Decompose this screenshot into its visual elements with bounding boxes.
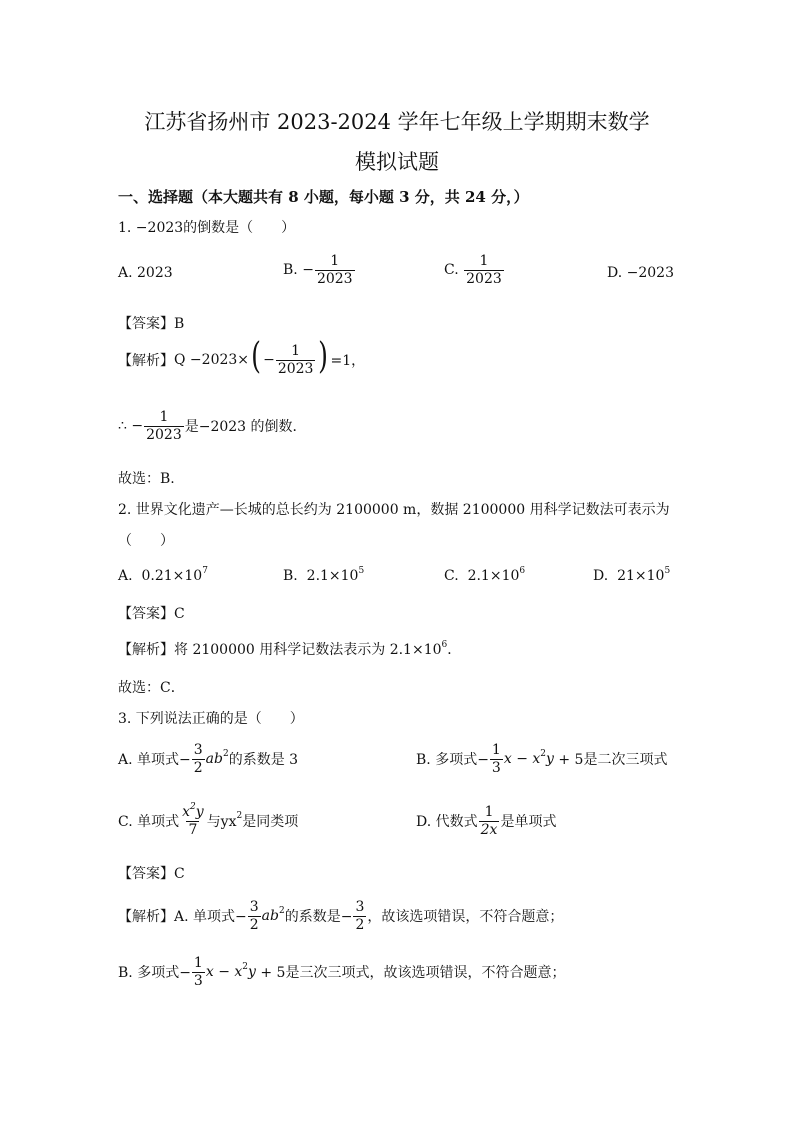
q1-stem: 1. −2023的倒数是（ ） bbox=[118, 220, 296, 236]
q3-option-b-var: y bbox=[546, 751, 554, 768]
document-title-line1: 江苏省扬州市 2023-2024 学年七年级上学期期末数学 bbox=[144, 110, 650, 134]
q2-option-a bbox=[118, 568, 208, 584]
q3-exp-b-den: 3 bbox=[193, 972, 203, 989]
q1-exp-num: 1 bbox=[291, 343, 301, 359]
q2-option-c-label: C. bbox=[444, 568, 459, 584]
q3-option-c-pre: C. 单项式 bbox=[118, 814, 180, 831]
q1-option-c-fraction bbox=[464, 254, 504, 286]
q1-answer: 【答案】B bbox=[118, 316, 185, 332]
q1-option-b-den: 2023 bbox=[316, 270, 353, 287]
q2-option-a-label: A. bbox=[118, 568, 133, 584]
q1-option-b-num: 1 bbox=[330, 253, 340, 269]
q1-exp-fraction bbox=[276, 344, 316, 376]
q1-option-c-num: 1 bbox=[479, 253, 489, 269]
q3-option-b-pre: B. 多项式− bbox=[416, 752, 489, 769]
q2-option-a-base: 0.21×10 bbox=[141, 568, 203, 584]
q3-exp-b-exp: 2 bbox=[242, 962, 248, 973]
q3-option-a-var: ab bbox=[205, 751, 223, 768]
q1-exp-label: 【解析】 bbox=[118, 353, 174, 370]
q2-explanation bbox=[118, 639, 461, 659]
document-title-line2: 模拟试题 bbox=[355, 150, 439, 174]
q3-option-b-den: 3 bbox=[491, 759, 501, 776]
q1-exp2-num: 1 bbox=[159, 409, 169, 425]
q3-exp-a-fraction bbox=[248, 900, 261, 932]
q1-explanation-line1 bbox=[118, 336, 366, 378]
q2-option-b bbox=[283, 568, 364, 584]
q3-option-d-den: 2x bbox=[480, 821, 498, 838]
q1-exp-post: =1， bbox=[330, 353, 366, 370]
q3-option-c-post: 是同类项 bbox=[242, 814, 299, 831]
q2-stem-line1: 2. 世界文化遗产—长城的总长约为 2100000 m，数据 2100000 用科学记数法可表示为 bbox=[118, 502, 670, 518]
q2-exp-post: ． bbox=[447, 642, 462, 658]
q2-option-d-base: 21×10 bbox=[617, 568, 665, 584]
q3-option-d-fraction bbox=[479, 805, 500, 837]
q2-option-b-exp: 5 bbox=[358, 566, 365, 576]
q3-option-c-exp: 2 bbox=[236, 811, 243, 822]
q3-option-a-exp: 2 bbox=[222, 749, 229, 760]
q3-exp-b-pre: B. 多项式− bbox=[118, 965, 191, 982]
q3-exp-b-mid: x − x bbox=[205, 964, 243, 981]
q3-option-c-num-var: x bbox=[182, 804, 191, 820]
q2-exp-pre: 【解析】将 2100000 用科学记数法表示为 bbox=[118, 642, 390, 658]
q3-option-a bbox=[118, 743, 298, 775]
q1-exp2-den: 2023 bbox=[146, 426, 182, 443]
q1-option-b-fraction bbox=[315, 254, 355, 286]
q1-option-b-label: B. bbox=[283, 262, 298, 279]
q3-exp-a-den: 2 bbox=[249, 916, 259, 933]
q2-option-b-label: B. bbox=[283, 568, 298, 584]
q3-option-d-pre: D. 代数式 bbox=[416, 814, 478, 831]
q3-exp-a-pre: 【解析】A. 单项式− bbox=[118, 909, 247, 926]
q2-option-b-base: 2.1×10 bbox=[306, 568, 359, 584]
q3-option-b-fraction bbox=[490, 743, 503, 775]
q3-exp-a-fraction2 bbox=[353, 900, 366, 932]
q1-option-c bbox=[444, 254, 505, 286]
q1-option-a: A. 2023 bbox=[118, 265, 173, 281]
q3-option-b-exp: 2 bbox=[540, 749, 546, 760]
q2-option-d bbox=[593, 568, 670, 584]
q2-answer: 【答案】C bbox=[118, 606, 185, 622]
q1-exp2-post: 是−2023 的倒数． bbox=[184, 419, 307, 436]
q3-option-c bbox=[118, 802, 299, 838]
q3-exp-b-num: 1 bbox=[193, 955, 203, 971]
q2-exp-base: 2.1×10 bbox=[389, 642, 442, 658]
q3-option-b-post: + 5是二次三项式 bbox=[553, 752, 668, 769]
q1-conclusion: 故选：B. bbox=[118, 471, 175, 487]
q1-exp-pre: Q −2023× bbox=[174, 352, 250, 369]
q3-exp-a-post: ，故该选项错误，不符合题意； bbox=[367, 909, 564, 926]
q1-option-c-den: 2023 bbox=[466, 270, 502, 287]
q2-option-c-exp: 6 bbox=[519, 566, 526, 576]
q1-explanation-line2 bbox=[118, 410, 307, 442]
right-paren: ) bbox=[318, 336, 329, 378]
q3-option-a-fraction bbox=[192, 743, 205, 775]
q2-option-c-base: 2.1×10 bbox=[467, 568, 520, 584]
q3-option-a-num: 3 bbox=[193, 742, 203, 758]
q3-exp-a-den2: 2 bbox=[355, 916, 365, 933]
q3-option-b-mid: x − x bbox=[503, 751, 541, 768]
q3-answer: 【答案】C bbox=[118, 866, 185, 882]
q3-option-d-post: 是单项式 bbox=[500, 814, 557, 831]
q3-option-c-den: 7 bbox=[188, 821, 198, 838]
q2-option-c bbox=[444, 568, 525, 584]
q1-exp-neg: − bbox=[263, 352, 275, 369]
left-paren: ( bbox=[251, 336, 261, 378]
q3-option-a-den: 2 bbox=[193, 759, 203, 776]
q3-option-b-num: 1 bbox=[491, 742, 501, 758]
q3-exp-a-num: 3 bbox=[249, 899, 259, 915]
q3-stem: 3. 下列说法正确的是（ ） bbox=[118, 711, 304, 727]
q2-exp-exp: 6 bbox=[441, 640, 448, 650]
q3-exp-b-var: y bbox=[248, 964, 256, 981]
q3-explanation-b bbox=[118, 956, 565, 988]
q1-option-d: D. −2023 bbox=[607, 265, 674, 281]
q3-option-d-num: 1 bbox=[484, 804, 494, 820]
q3-exp-a-exp: 2 bbox=[278, 906, 285, 917]
q3-option-a-pre: A. 单项式− bbox=[118, 752, 191, 769]
q3-option-c-num bbox=[180, 802, 206, 821]
q2-option-a-exp: 7 bbox=[202, 566, 208, 576]
q3-option-c-mid: 与yx bbox=[206, 814, 237, 831]
q3-explanation-a bbox=[118, 900, 563, 932]
q3-option-c-num-exp: 2 bbox=[190, 802, 196, 812]
q3-exp-a-mid: 的系数是− bbox=[284, 909, 353, 926]
q1-option-b-neg: − bbox=[302, 262, 314, 279]
q1-option-c-label: C. bbox=[444, 262, 459, 279]
q3-option-c-fraction bbox=[180, 802, 206, 838]
q3-exp-a-num2: 3 bbox=[355, 899, 365, 915]
q2-option-d-label: D. bbox=[593, 568, 609, 584]
q2-conclusion: 故选：C． bbox=[118, 680, 185, 696]
q2-option-d-exp: 5 bbox=[664, 566, 671, 576]
section-heading: 一、选择题（本大题共有 8 小题，每小题 3 分，共 24 分，） bbox=[118, 188, 529, 206]
q3-option-a-post: 的系数是 3 bbox=[228, 752, 299, 769]
q2-stem-line2: （ ） bbox=[118, 533, 174, 549]
q3-option-b bbox=[416, 743, 667, 775]
q3-option-d bbox=[416, 805, 556, 837]
q1-option-b bbox=[283, 254, 356, 286]
q3-option-c-num-var2: y bbox=[195, 804, 204, 820]
q1-exp2-pre: ∴ − bbox=[118, 418, 144, 435]
q3-exp-b-fraction bbox=[192, 956, 205, 988]
q1-exp2-fraction bbox=[144, 410, 184, 442]
q1-exp-den: 2023 bbox=[277, 360, 314, 377]
q3-exp-b-post: + 5是三次三项式，故该选项错误，不符合题意； bbox=[255, 965, 566, 982]
q3-exp-a-var: ab bbox=[261, 908, 279, 925]
